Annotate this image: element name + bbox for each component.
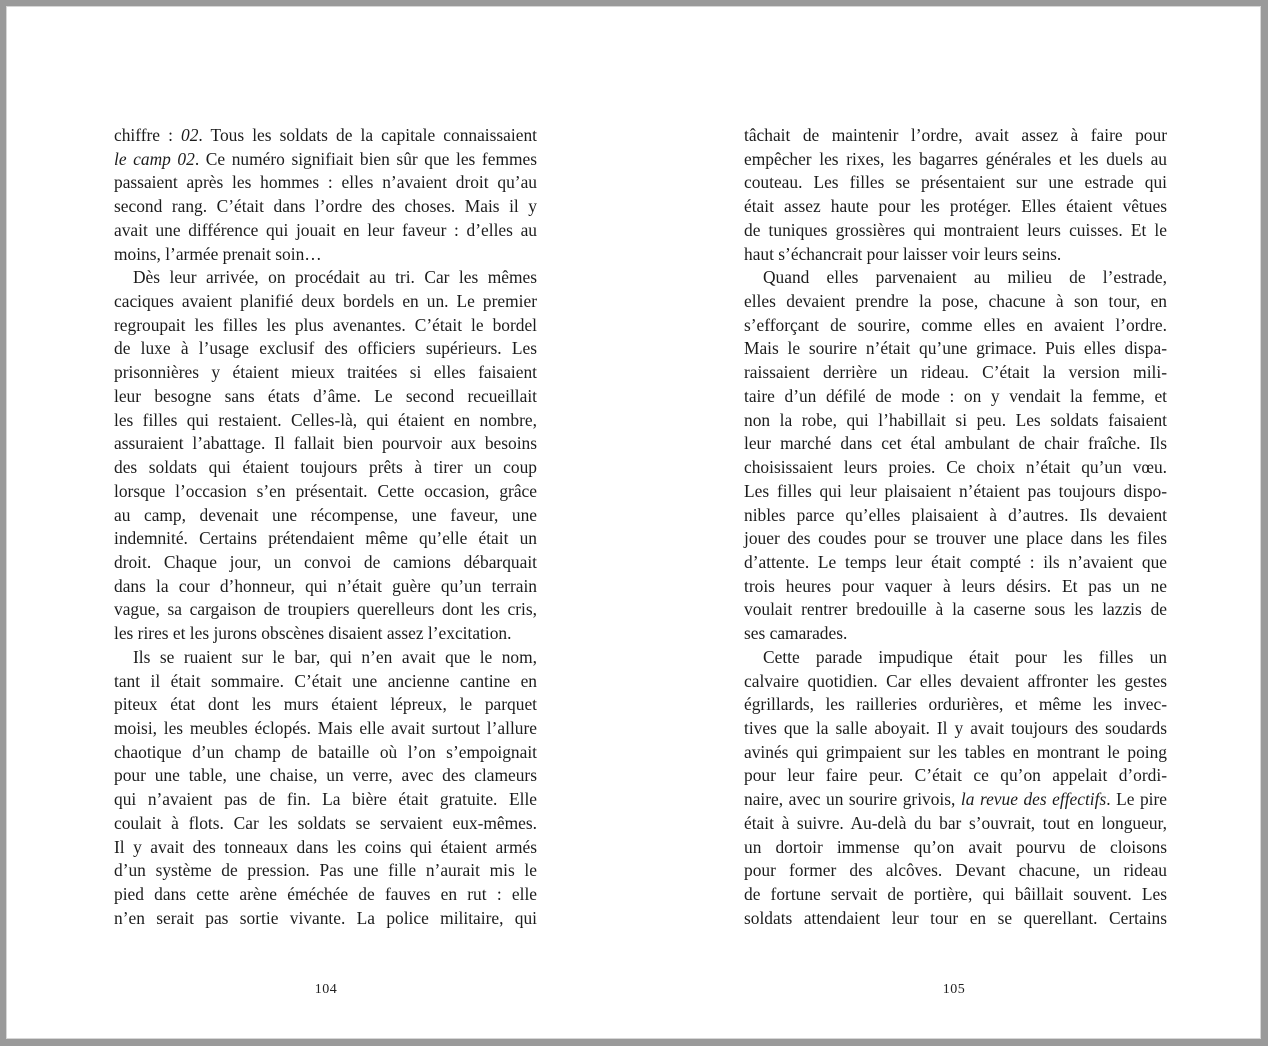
text-run: nibles parce qu’elles plaisaient à d’autres. Ils devaient (744, 504, 1167, 525)
text-line (744, 124, 1167, 148)
text-run: avinés qui grimpaient sur les tables en montrant le poing (744, 741, 1167, 762)
text-run: regroupait les filles les plus avenantes. C’était le bordel (114, 314, 537, 335)
text-line (114, 385, 537, 409)
text-line (114, 907, 537, 931)
text-line (744, 812, 1167, 836)
text-run: Il y avait des tonneaux dans les coins qui étaient armés (114, 836, 537, 857)
text-run: pied dans cette arène éméchée de fauves en rut : elle (114, 884, 537, 904)
text-line (114, 266, 537, 290)
text-line (744, 670, 1167, 694)
text-run: caciques avaient planifié deux bordels en un. Le premier (114, 291, 537, 312)
italic-text: la revue des effectifs (960, 789, 1107, 810)
text-line (744, 646, 1167, 670)
text-line (744, 504, 1167, 528)
text-run: second rang. C’était dans l’ordre des choses. Mais il y (114, 196, 537, 217)
text-line (114, 456, 537, 480)
text-run: des soldats qui étaient toujours prêts à tirer un coup (114, 457, 537, 478)
text-run: un dortoir immense qu’on avait pourvu de cloisons (744, 836, 1167, 857)
text-run: Mais le sourire n’était qu’une grimace. Puis elles dispa- (744, 338, 1167, 359)
text-run: n’en serait pas sortie vivante. La police militaire, qui (114, 907, 537, 928)
text-line (114, 551, 537, 575)
text-line (114, 148, 537, 172)
text-line (744, 290, 1167, 314)
text-line (744, 314, 1167, 338)
text-line (744, 480, 1167, 504)
text-run: tâchait de maintenir l’ordre, avait assez à faire pour (744, 125, 1167, 145)
text-run: . Tous les soldats de la capitale connaissaient (198, 125, 537, 145)
text-run: s’efforçant de sourire, comme elles en avaient l’ordre. (744, 314, 1167, 335)
text-run: était assez haute pour les protéger. Elles étaient vêtues (744, 196, 1167, 217)
text-run: calvaire quotidien. Car elles devaient affronter les gestes (744, 670, 1167, 691)
text-line (114, 409, 537, 433)
text-line (744, 764, 1167, 788)
text-run: pour former des alcôves. Devant chacune, un rideau (744, 860, 1167, 881)
text-line (744, 836, 1167, 860)
text-run: droit. Chaque jour, un convoi de camions débarquait (114, 551, 537, 572)
text-run: de fortune servait de portière, qui bâillait souvent. Les (744, 884, 1167, 904)
text-line (114, 337, 537, 361)
text-line (114, 788, 537, 812)
text-line (744, 266, 1167, 290)
text-run: Les filles qui leur plaisaient n’étaient pas toujours dispo- (744, 480, 1167, 501)
text-run: d’un système de pression. Pas une fille n’aurait mis le (114, 860, 537, 881)
right-page-body-text (744, 124, 1167, 930)
text-line (114, 195, 537, 219)
text-run: Cette parade impudique était pour les filles un (763, 646, 1167, 667)
text-line (114, 693, 537, 717)
text-line (114, 883, 537, 907)
text-run: de tuniques grossières qui montraient leurs cuisses. Et le (744, 219, 1167, 240)
text-run: ses camarades. (744, 623, 848, 644)
text-run: empêcher les rixes, les bagarres générales et les duels au (744, 148, 1167, 169)
text-run: Ils se ruaient sur le bar, qui n’en avait que le nom, (133, 646, 537, 667)
text-line (114, 124, 537, 148)
text-run: Quand elles parvenaient au milieu de l’estrade, (763, 267, 1167, 288)
text-run: voulait rentrer bredouille à la caserne sous les lazzis de (744, 599, 1167, 620)
text-run: d’attente. Le temps leur était compté : ils n’avaient que (744, 551, 1167, 572)
text-line (744, 693, 1167, 717)
text-line (744, 575, 1167, 599)
left-page (6, 6, 640, 1039)
text-run: les rires et les jurons obscènes disaient assez l’excitation. (114, 623, 512, 644)
text-run: passaient après les hommes : elles n’avaient droit qu’au (114, 172, 537, 193)
text-line (744, 195, 1167, 219)
text-run: jouer des coudes pour se trouver une place dans les files (744, 528, 1167, 549)
text-line (114, 314, 537, 338)
text-line (114, 243, 537, 267)
right-page (640, 6, 1268, 1039)
text-run: raissaient derrière un rideau. C’était la version mili- (744, 362, 1167, 383)
text-line (744, 171, 1167, 195)
text-line (744, 883, 1167, 907)
text-line (114, 504, 537, 528)
text-line (744, 788, 1167, 812)
text-line (744, 527, 1167, 551)
text-line (744, 148, 1167, 172)
text-run: les filles qui restaient. Celles-là, qui étaient en nombre, (114, 409, 537, 430)
text-run: indemnité. Certains prétendaient même qu’elle était un (114, 528, 537, 549)
text-run: choisissaient leurs proies. Ce choix n’était qu’un vœu. (744, 457, 1167, 478)
text-line (114, 432, 537, 456)
text-run: de luxe à l’usage exclusif des officiers supérieurs. Les (114, 338, 537, 359)
text-run: dans la cour d’honneur, qui n’était guère qu’un terrain (114, 575, 537, 596)
text-line (114, 670, 537, 694)
text-line (744, 622, 1167, 646)
text-line (114, 527, 537, 551)
text-run: . Le pire (1106, 789, 1168, 810)
text-run: trois heures pour vaquer à leurs désirs. Et pas un ne (744, 575, 1167, 596)
text-line (114, 764, 537, 788)
text-run: leur marché dans cet étal ambulant de chair fraîche. Ils (744, 433, 1167, 454)
text-run: couteau. Les filles se présentaient sur une estrade qui (744, 172, 1167, 193)
text-line (114, 480, 537, 504)
italic-text: 02 (181, 125, 199, 145)
text-run: chaotique d’un champ de bataille où l’on s’empoignait (114, 741, 537, 762)
text-run: était à suivre. Au-delà du bar s’ouvrait, tout en longueur, (744, 812, 1167, 833)
right-page-number: 105 (942, 982, 966, 997)
text-line (114, 812, 537, 836)
text-run: lorsque l’occasion s’en présentait. Cette occasion, grâce (114, 480, 537, 501)
text-line (744, 409, 1167, 433)
text-run: . Ce numéro signifiait bien sûr que les femmes (194, 148, 537, 169)
text-run: pour leur faire peur. C’était ce qu’on appelait d’ordi- (744, 765, 1167, 786)
text-line (744, 741, 1167, 765)
text-line (744, 551, 1167, 575)
text-line (114, 575, 537, 599)
text-run: tives que la salle aboyait. Il y avait toujours des soudards (744, 717, 1167, 738)
text-line (744, 219, 1167, 243)
text-line (114, 622, 537, 646)
text-line (114, 219, 537, 243)
text-run: avait une différence qui jouait en leur faveur : d’elles au (114, 219, 537, 240)
text-run: haut s’échancrait pour laisser voir leurs seins. (744, 243, 1062, 264)
text-run: chiffre : (114, 125, 182, 145)
text-run: Dès leur arrivée, on procédait au tri. Car les mêmes (133, 267, 537, 288)
text-run: non la robe, qui l’habillait si peu. Les soldats faisaient (744, 409, 1167, 430)
text-run: leur besogne sans états d’âme. Le second recueillait (114, 385, 537, 406)
text-line (744, 598, 1167, 622)
italic-text: le camp 02 (114, 148, 195, 169)
text-line (744, 361, 1167, 385)
text-run: taire d’un défilé de mode : on y vendait la femme, et (744, 385, 1167, 406)
text-run: prisonnières y étaient mieux traitées si elles faisaient (114, 362, 537, 383)
left-page-body-text (114, 124, 537, 930)
text-run: égrillards, les railleries ordurières, et même les invec- (744, 694, 1167, 715)
text-line (744, 385, 1167, 409)
text-line (744, 717, 1167, 741)
text-line (114, 646, 537, 670)
text-run: qui n’avaient pas de fin. La bière était gratuite. Elle (114, 789, 537, 810)
text-run: vague, sa cargaison de troupiers querelleurs dont les cris, (114, 599, 537, 620)
text-run: moins, l’armée prenait soin… (114, 243, 322, 264)
text-line (744, 859, 1167, 883)
text-line (744, 456, 1167, 480)
text-run: assuraient l’abattage. Il fallait bien pourvoir aux besoins (114, 433, 537, 454)
text-run: piteux état dont les murs étaient lépreux, le parquet (114, 694, 537, 715)
left-page-number: 104 (314, 982, 338, 997)
text-line (744, 337, 1167, 361)
text-line (744, 907, 1167, 931)
text-line (114, 171, 537, 195)
text-run: elles devaient prendre la pose, chacune à son tour, en (744, 291, 1167, 312)
text-run: au camp, devenait une récompense, une faveur, une (114, 504, 537, 525)
text-run: tant il était sommaire. C’était une ancienne cantine en (114, 670, 537, 691)
text-line (114, 598, 537, 622)
text-run: soldats attendaient leur tour en se querellant. Certains (744, 907, 1167, 928)
text-run: pour une table, une chaise, un verre, avec des clameurs (114, 765, 537, 786)
text-run: naire, avec un sourire grivois, (744, 789, 961, 810)
text-line (114, 717, 537, 741)
text-line (114, 859, 537, 883)
text-line (114, 836, 537, 860)
text-line (114, 741, 537, 765)
text-run: coulait à flots. Car les soldats se servaient eux-mêmes. (114, 812, 537, 833)
text-line (114, 290, 537, 314)
text-line (744, 243, 1167, 267)
text-run: moisi, les meubles éclopés. Mais elle avait surtout l’allure (114, 717, 537, 738)
text-line (114, 361, 537, 385)
text-line (744, 432, 1167, 456)
